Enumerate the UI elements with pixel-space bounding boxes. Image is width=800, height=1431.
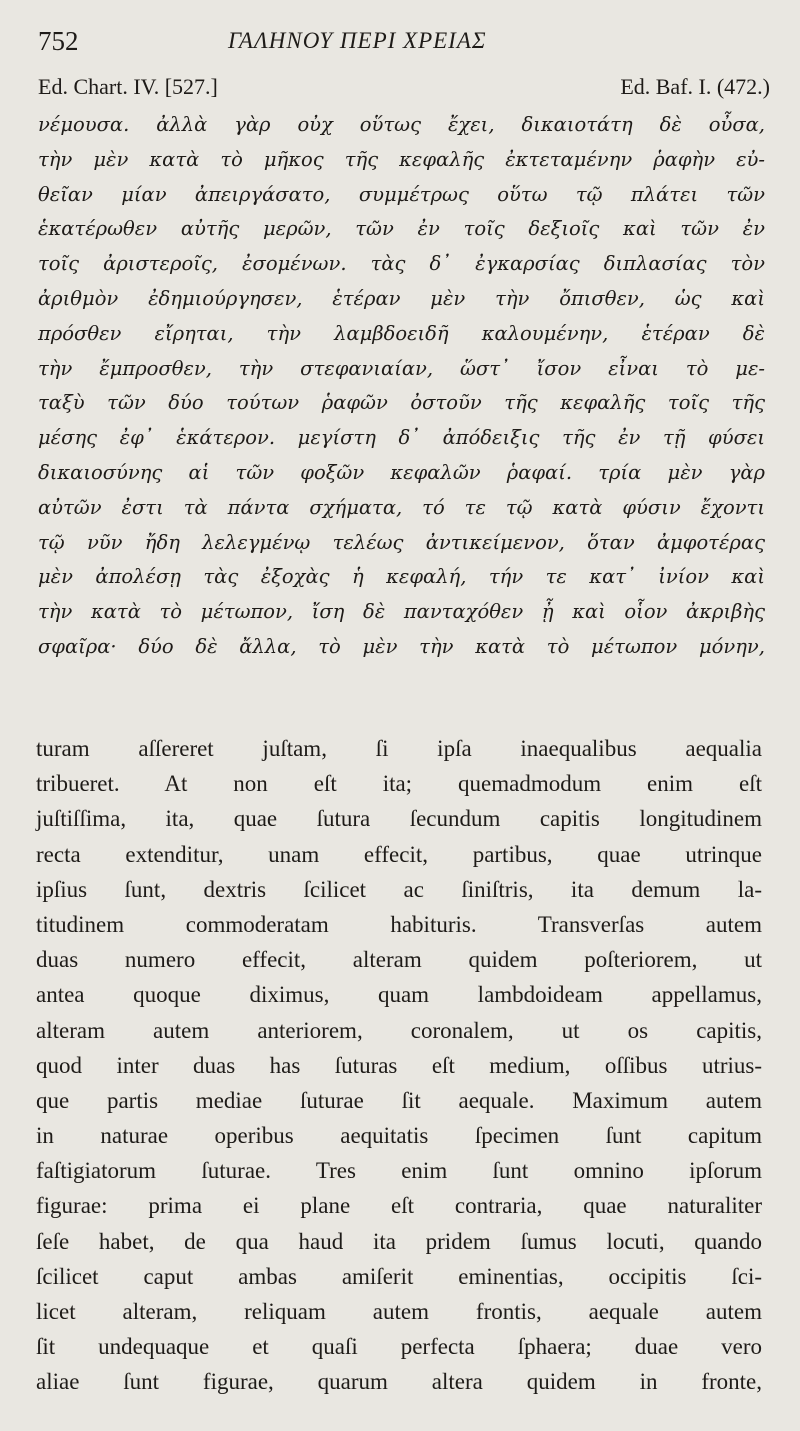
page-number: 752 [38, 26, 79, 56]
greek-text-line: ἑκατέρωθεν αὐτῆς μερῶν, τῶν ἐν τοῖς δεξιοῖς καὶ τῶν ἐν [38, 217, 765, 241]
greek-text-line: ἀριθμὸν ἐδημιούργησεν, ἑτέραν μὲν τὴν ὄπισθεν, ὡς καὶ [38, 286, 765, 310]
latin-text-line: recta extenditur, unam effecit, partibus, quae utrinque [36, 841, 762, 867]
latin-text-line: aliae ſunt figurae, quarum altera quidem in fronte, [36, 1369, 762, 1395]
greek-text-line: ταξὺ τῶν δύο τούτων ῥαφῶν ὀστοῦν τῆς κεφαλῆς τοῖς τῆς [38, 391, 765, 415]
greek-text-line: τὴν κατὰ τὸ μέτωπον, ἴση δὲ πανταχόθεν ᾖ καὶ οἷον ἀκριβὴς [38, 600, 765, 624]
latin-text-line: figurae: prima ei plane eſt contraria, quae naturaliter [36, 1193, 762, 1219]
latin-text-line: ipſius ſunt, dextris ſcilicet ac ſiniſtris, ita demum la- [36, 876, 762, 902]
running-title: ΓΑΛΗΝΟΥ ΠΕΡΙ ΧΡΕΙΑΣ [228, 28, 487, 53]
latin-text-line: ſcilicet caput ambas amiſerit eminentias, occipitis ſci- [36, 1263, 762, 1289]
edition-right: Ed. Baf. I. (472.) [620, 74, 770, 99]
latin-text-line: faſtigiatorum ſuturae. Tres enim ſunt omnino ipſorum [36, 1158, 762, 1184]
latin-text-line: titudinem commoderatam habituris. Transverſas autem [36, 911, 762, 937]
edition-left: Ed. Chart. IV. [527.] [38, 74, 218, 99]
greek-text-block [38, 108, 765, 665]
latin-text-line: alteram autem anteriorem, coronalem, ut os capitis, [36, 1017, 762, 1043]
greek-text-line: τὴν ἔμπροσθεν, τὴν στεφανιαίαν, ὥστ᾽ ἴσον εἶναι τὸ με- [38, 356, 765, 380]
latin-text-line: tribueret. At non eſt ita; quemadmodum enim eſt [36, 771, 762, 797]
latin-text-line: in naturae operibus aequitatis ſpecimen ſunt capitum [36, 1123, 762, 1149]
page-header [38, 22, 770, 62]
latin-text-line: antea quoque diximus, quam lambdoideam appellamus, [36, 982, 762, 1008]
greek-text-line: θεῖαν μίαν ἀπειργάσατο, συμμέτρως οὕτω τῷ πλάτει τῶν [38, 182, 765, 206]
greek-text-line: πρόσθεν εἴρηται, τὴν λαμβδοειδῆ καλουμένην, ἑτέραν δὲ [38, 321, 765, 345]
latin-text-line: quod inter duas has ſuturas eſt medium, oſſibus utrius- [36, 1052, 762, 1078]
latin-text-block [36, 731, 762, 1400]
greek-text-line: μὲν ἀπολέσῃ τὰς ἐξοχὰς ἡ κεφαλή, τήν τε κατ᾽ ἰνίον καὶ [38, 565, 765, 589]
latin-text-line: licet alteram, reliquam autem frontis, aequale autem [36, 1299, 762, 1324]
greek-text-line: τῷ νῦν ἤδη λελεγμένῳ τελέως ἀντικείμενον, ὅταν ἀμφοτέρας [38, 530, 765, 554]
greek-text-line: νέμουσα. ἀλλὰ γὰρ οὐχ οὕτως ἔχει, δικαιοτάτη δὲ οὖσα, [38, 113, 765, 136]
greek-text-line: τοῖς ἀριστεροῖς, ἐσομένων. τὰς δ᾽ ἐγκαρσίας διπλασίας τὸν [38, 252, 765, 276]
latin-text-line: turam aſſereret juſtam, ſi ipſa inaequalibus aequalia [36, 736, 762, 761]
edition-references [38, 74, 770, 106]
latin-text-line: ſeſe habet, de qua haud ita pridem ſumus locuti, quando [36, 1228, 762, 1254]
greek-text-line: τὴν μὲν κατὰ τὸ μῆκος τῆς κεφαλῆς ἐκτεταμένην ῥαφὴν εὐ- [38, 147, 765, 171]
latin-text-line: duas numero effecit, alteram quidem poſteriorem, ut [36, 947, 762, 973]
greek-text-line: δικαιοσύνης αἱ τῶν φοξῶν κεφαλῶν ῥαφαί. τρία μὲν γὰρ [38, 460, 765, 484]
greek-text-line: μέσης ἐφ᾽ ἑκάτερον. μεγίστη δ᾽ ἀπόδειξις τῆς ἐν τῇ φύσει [38, 426, 765, 450]
greek-text-line: σφαῖρα· δύο δὲ ἄλλα, τὸ μὲν τὴν κατὰ τὸ μέτωπον μόνην, [38, 634, 765, 658]
latin-text-line: ſit undequaque et quaſi perfecta ſphaera; duae vero [36, 1334, 762, 1360]
latin-text-line: que partis mediae ſuturae ſit aequale. Maximum autem [36, 1087, 762, 1113]
latin-text-line: juſtiſſima, ita, quae ſutura ſecundum capitis longitudinem [36, 806, 762, 832]
greek-text-line: αὐτῶν ἐστι τὰ πάντα σχήματα, τό τε τῷ κατὰ φύσιν ἔχοντι [38, 495, 765, 519]
